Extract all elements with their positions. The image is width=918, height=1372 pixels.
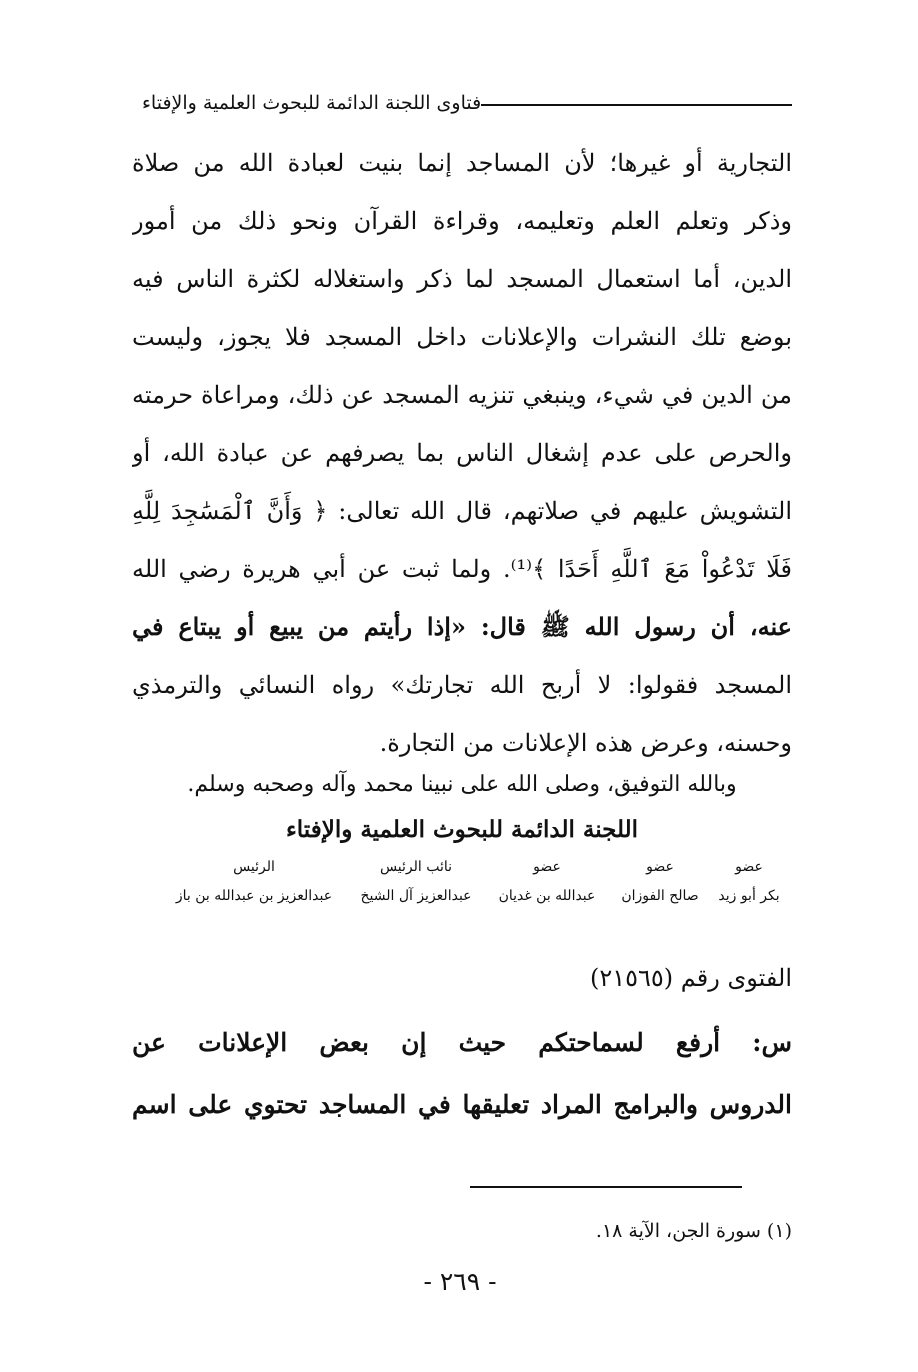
signatures-block [150,856,790,914]
signature-name: بكر أبو زيد [718,888,780,904]
signature-member [482,856,612,914]
signature-member [350,856,482,914]
footnote: (١) سورة الجن، الآية ١٨. [595,1220,792,1242]
body-line: وذكر وتعلم العلم وتعليمه، وقراءة القرآن ونحو ذلك من أمور [132,207,792,235]
page-number: - ٢٦٩ - [423,1267,497,1296]
signature-role: نائب الرئيس [379,859,453,875]
question-line: الدروس والبرامج المراد تعليقها في المساجد تحتوي على اسم [132,1090,792,1119]
body-line-final: وحسنه، وعرض هذه الإعلانات من التجارة. [379,729,792,757]
committee-name: اللجنة الدائمة للبحوث العلمية والإفتاء [285,816,639,843]
body-line-hadith: عنه، أن رسول الله ﷺ قال: «إذا رأيتم من يبيع أو يبتاع في [132,612,792,641]
body-line: من الدين في شيء، وينبغي تنزيه المسجد عن ذلك، ومراعاة حرمته [132,381,792,409]
signature-role: عضو [646,859,674,875]
signature-name: صالح الفوزان [621,888,699,904]
body-line-quran-start: التشويش عليهم في صلاتهم، قال الله تعالى: ﴿ وَأَنَّ ٱلْمَسَٰجِدَ لِلَّهِ [132,497,792,525]
running-header [132,88,792,118]
signature-member [158,856,350,914]
signature-name: عبدالعزيز بن عبدالله بن باز [175,888,333,904]
header-title: فتاوى اللجنة الدائمة للبحوث العلمية والإفتاء [142,92,482,114]
footnote-rule [470,1186,742,1188]
closing-prayer: وبالله التوفيق، وصلى الله على نبينا محمد وآله وصحبه وسلم. [187,772,737,797]
question-text [132,1012,792,1136]
signature-member [708,856,790,914]
signature-role: عضو [735,859,763,875]
fatwa-answer-text [132,134,792,772]
signature-name: عبدالله بن غديان [498,888,596,904]
body-line: التجارية أو غيرها؛ لأن المساجد إنما بنيت لعبادة الله من صلاة [132,149,792,177]
body-line: الدين، أما استعمال المسجد لما ذكر واستغلاله لكثرة الناس فيه [132,265,792,293]
fatwa-number: الفتوى رقم (٢١٥٦٥) [589,964,792,992]
signature-role: عضو [533,859,561,875]
signature-member [612,856,708,914]
header-rule [481,104,792,106]
body-line-hadith-end: المسجد فقولوا: لا أربح الله تجارتك» رواه النسائي والترمذي [132,671,792,699]
body-line: بوضع تلك النشرات والإعلانات داخل المسجد فلا يجوز، وليست [132,323,792,351]
question-line: س: أرفع لسماحتكم حيث إن بعض الإعلانات عن [132,1028,792,1057]
signature-name: عبدالعزيز آل الشيخ [360,888,472,904]
body-line-quran-end: فَلَا تَدْعُواْ مَعَ ٱللَّهِ أَحَدًا ﴾⁽¹⁾. ولما ثبت عن أبي هريرة رضي الله [132,555,792,583]
body-line: والحرص على عدم إشغال الناس بما يصرفهم عن عبادة الله، أو [132,439,792,467]
signature-role: الرئيس [233,859,275,875]
